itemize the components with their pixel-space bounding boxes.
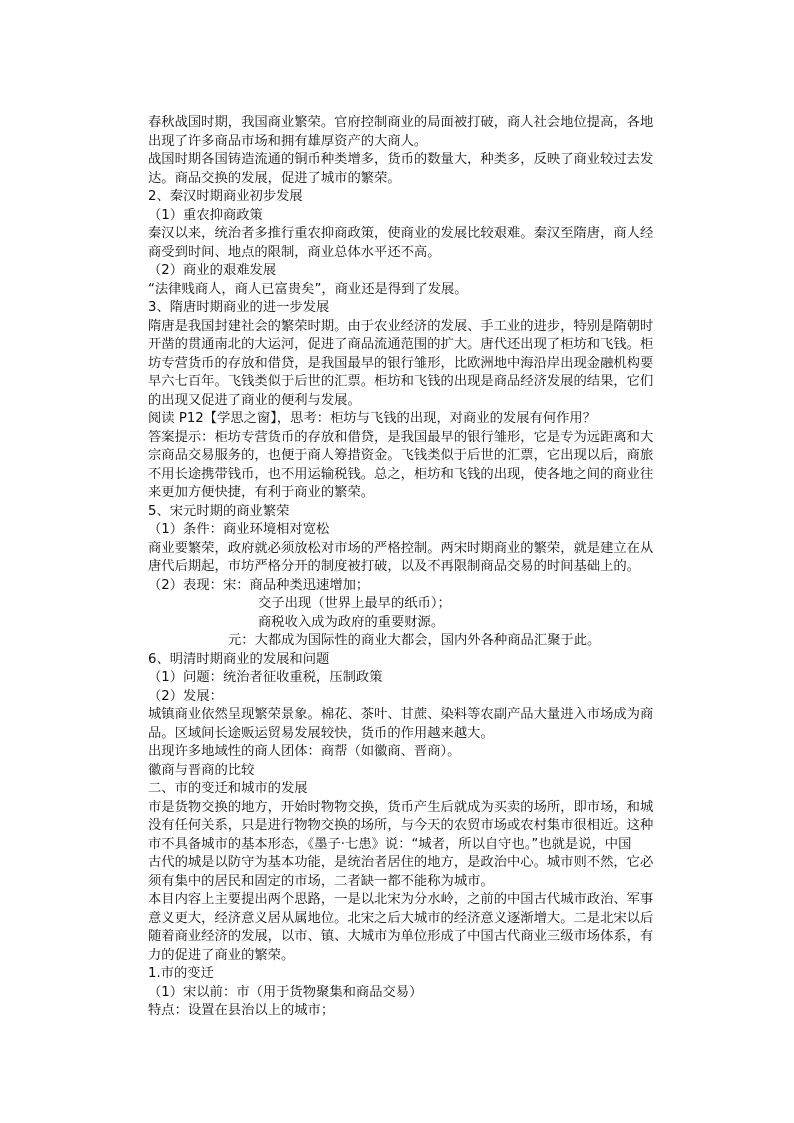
text-line: 本目内容上主要提出两个思路，一是以北宋为分水岭，之前的中国古代城市政治、军事 (148, 892, 654, 907)
text-line: 不用长途携带钱币，也不用运输税钱。总之，柜坊和飞钱的出现，使各地之间的商业往 (148, 466, 654, 482)
text-line-indented: 交子出现（世界上最早的纸币）； (258, 596, 451, 611)
text-line: 的出现又促进了商业的便利与发展。 (148, 392, 361, 408)
section-heading: 二、市的变迁和城市的发展 (148, 781, 308, 796)
subsection-heading: （1）宋以前：市（用于货物聚集和商品交易） (148, 984, 423, 1000)
reading-question: 阅读 P12【学思之窗】，思考：柜坊与飞钱的出现，对商业的发展有何作用？ (148, 411, 597, 426)
text-line: 意义更大，经济意义居从属地位。北宋之后大城市的经济意义逐渐增大。二是北宋以后 (148, 910, 654, 926)
section-heading: 6、明清时期商业的发展和问题 (148, 651, 330, 667)
text-line: 隋唐是我国封建社会的繁荣时期。由于农业经济的发展、手工业的进步，特别是隋朝时 (148, 318, 654, 334)
section-heading: 2、秦汉时期商业初步发展 (148, 189, 303, 204)
text-line: 答案提示：柜坊专营货币的存放和借贷，是我国最早的银行雏形，它是专为远距离和大 (148, 429, 654, 445)
text-line: 商受到时间、地点的限制，商业总体水平还不高。 (148, 244, 441, 260)
text-line: 力的促进了商业的繁荣。 (148, 947, 295, 963)
text-line: 开凿的贯通南北的大运河，促进了商品流通范围的扩大。唐代还出现了柜坊和飞钱。柜 (148, 337, 654, 352)
section-heading: 1.市的变迁 (148, 966, 214, 981)
text-line: 市不具备城市的基本形态，《墨子·七患》说：“城者，所以自守也。”也就是说，中国 (148, 836, 632, 852)
text-line: 来更加方便快捷，有利于商业的繁荣。 (148, 485, 375, 500)
text-line: 须有集中的居民和固定的市场，二者缺一都不能称为城市。 (148, 873, 494, 889)
text-line: 城镇商业依然呈现繁荣景象。棉花、茶叶、甘蔗、染料等农副产品大量进入市场成为商 (148, 707, 654, 722)
text-line: 达。商品交换的发展，促进了城市的繁荣。 (148, 170, 401, 186)
text-line: 秦汉以来，统治者多推行重农抑商政策，使商业的发展比较艰难。秦汉至隋唐，商人经 (148, 226, 654, 241)
text-line: 商业要繁荣，政府就必须放松对市场的严格控制。两宋时期商业的繁荣，就是建立在从 (148, 540, 654, 556)
subsection-heading: （2）商业的艰难发展 (148, 263, 277, 278)
text-line: “法律贱商人，商人已富贵矣”，商业还是得到了发展。 (148, 281, 468, 297)
text-line: 唐代后期起，市坊严格分开的制度被打破，以及不再限制商品交易的时间基础上的。 (148, 559, 640, 574)
text-line: 市是货物交换的地方，开始时物物交换，货币产生后就成为买卖的场所，即市场，和城 (148, 799, 654, 815)
subsection-heading: （1）问题：统治者征收重税，压制政策 (148, 670, 383, 685)
text-line: 品。区域间长途贩运贸易发展较快，货币的作用越来越大。 (148, 725, 494, 741)
text-line: 特点：设置在县治以上的城市； (148, 1003, 335, 1018)
document-body (148, 114, 688, 1021)
text-line: 宗商品交易服务的，也便于商人筹措资金。飞钱类似于后世的汇票，它出现以后，商旅 (148, 448, 654, 463)
text-line: 早六七百年。飞钱类似于后世的汇票。柜坊和飞钱的出现是商品经济发展的结果，它们 (148, 374, 654, 389)
subsection-heading: （2）发展： (148, 688, 223, 704)
section-heading: 3、隋唐时期商业的进一步发展 (148, 300, 330, 315)
text-line-indented: 商税收入成为政府的重要财源。 (258, 614, 445, 630)
text-line: 出现了许多商品市场和拥有雄厚资产的大商人。 (148, 133, 428, 149)
text-line: 战国时期各国铸造流通的铜币种类增多，货币的数量大，种类多，反映了商业较过去发 (148, 152, 654, 167)
text-line: 随着商业经济的发展，以市、镇、大城市为单位形成了中国古代商业三级市场体系，有 (148, 929, 654, 944)
text-line: 坊专营货币的存放和借贷，是我国最早的银行雏形，比欧洲地中海沿岸出现金融机构要 (148, 355, 654, 371)
text-line: 没有任何关系，只是进行物物交换的场所，与今天的农贸市场或农村集市很相近。这种 (148, 818, 654, 833)
text-line: 春秋战国时期，我国商业繁荣。官府控制商业的局面被打破，商人社会地位提高，各地 (148, 115, 654, 130)
section-heading: 5、宋元时期的商业繁荣 (148, 503, 290, 519)
subsection-heading: （2）表现：宋：商品种类迅速增加； (148, 577, 370, 593)
text-line: 徽商与晋商的比较 (148, 762, 255, 778)
subsection-heading: （1）条件：商业环境相对宽松 (148, 522, 330, 537)
text-line: 古代的城是以防守为基本功能，是统治者居住的地方，是政治中心。城市则不然，它必 (148, 855, 654, 870)
text-line: 出现许多地域性的商人团体：商帮（如徽商、晋商）。 (148, 744, 461, 759)
subsection-heading: （1）重农抑商政策 (148, 207, 263, 223)
text-line-indented: 元：大都成为国际性的商业大都会，国内外各种商品汇聚于此。 (228, 633, 601, 648)
